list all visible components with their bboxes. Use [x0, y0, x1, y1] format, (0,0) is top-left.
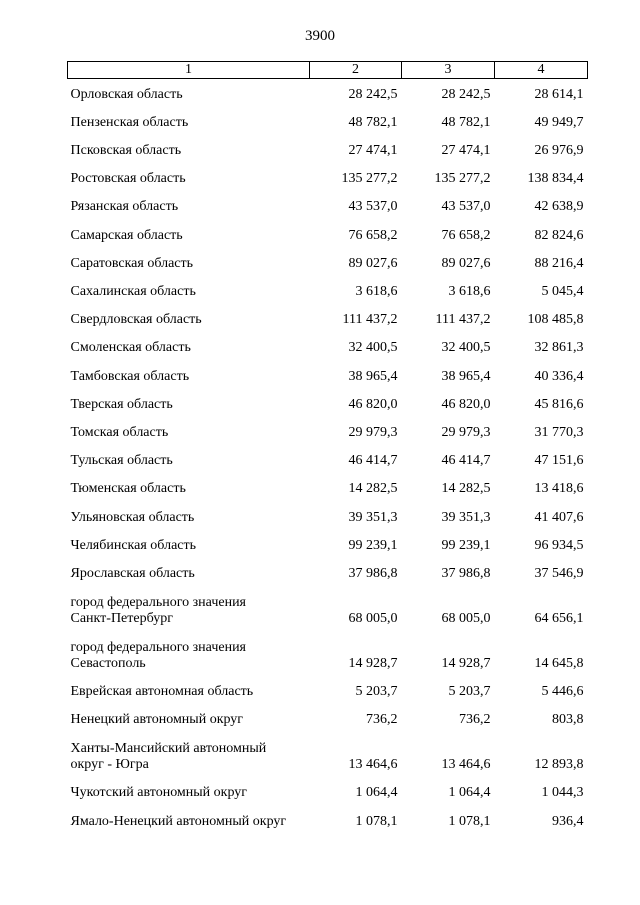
region-name: Смоленская область: [70, 340, 191, 356]
value-col-4: 42 638,9: [534, 199, 584, 215]
value-col-4: 41 407,6: [534, 509, 584, 525]
table-row: [68, 332, 588, 360]
value-col-3: 37 986,8: [441, 565, 491, 581]
value-col-4: 12 893,8: [534, 757, 584, 773]
value-col-2: 5 203,7: [355, 684, 398, 700]
column-header-4: 4: [495, 62, 588, 79]
region-name: Ненецкий автономный округ: [70, 712, 244, 728]
value-col-3: 29 979,3: [441, 424, 491, 440]
region-name: Свердловская область: [70, 312, 202, 328]
region-name: Орловская область: [70, 86, 183, 102]
column-header-3: 3: [402, 62, 495, 79]
value-col-3: 89 027,6: [441, 255, 491, 271]
value-col-4: 45 816,6: [534, 396, 584, 412]
table-row: [68, 445, 588, 473]
value-col-4: 82 824,6: [534, 227, 584, 243]
region-name: Рязанская область: [70, 199, 179, 215]
table-row: [68, 135, 588, 163]
value-col-2: 14 282,5: [348, 481, 398, 497]
value-col-3: 99 239,1: [441, 537, 491, 553]
table-row: [68, 219, 588, 247]
value-col-2: 28 242,5: [348, 86, 398, 102]
region-name: [68, 732, 310, 777]
value-col-2: 43 537,0: [348, 199, 398, 215]
table-row: [68, 304, 588, 332]
value-col-4: 13 418,6: [534, 481, 584, 497]
table-header-row: [68, 62, 588, 79]
region-name: Самарская область: [70, 227, 183, 243]
region-name-line-2: Севастополь: [70, 655, 146, 671]
region-name-line-1: город федерального значения: [70, 639, 246, 655]
value-col-2: 38 965,4: [348, 368, 398, 384]
table-row: [68, 79, 588, 107]
region-name-line-2: округ - Югра: [70, 757, 149, 773]
region-name: Пензенская область: [70, 114, 189, 130]
value-col-4: 96 934,5: [534, 537, 584, 553]
table-row: [68, 732, 588, 777]
value-col-3: 135 277,2: [434, 171, 491, 187]
table-row: [68, 276, 588, 304]
value-col-4: 32 861,3: [534, 340, 584, 356]
value-col-3: 1 064,4: [448, 785, 491, 801]
value-col-4: 49 949,7: [534, 114, 584, 130]
table-row: [68, 631, 588, 676]
value-col-4: 14 645,8: [534, 655, 584, 671]
value-col-2: 99 239,1: [348, 537, 398, 553]
value-col-3: 28 242,5: [441, 86, 491, 102]
table-row: [68, 805, 588, 833]
value-col-4: 5 045,4: [541, 284, 584, 299]
value-col-2: 3 618,6: [355, 284, 398, 299]
column-header-1: 1: [68, 62, 310, 79]
value-col-3: 3 618,6: [448, 284, 491, 299]
value-col-2: 46 414,7: [348, 453, 398, 469]
region-name: Саратовская область: [70, 255, 194, 271]
value-col-2: 1 078,1: [355, 813, 398, 829]
region-name: Тверская область: [70, 396, 173, 412]
value-col-4: 138 834,4: [527, 171, 584, 187]
value-col-2: 14 928,7: [348, 655, 398, 671]
value-col-3: 68 005,0: [441, 610, 491, 626]
value-col-2: 27 474,1: [348, 143, 398, 159]
value-col-2: 32 400,5: [348, 340, 398, 356]
table-row: [68, 501, 588, 529]
value-col-4: 26 976,9: [534, 143, 584, 159]
region-name-line-1: город федерального значения: [70, 594, 246, 610]
value-col-3: 111 437,2: [435, 312, 491, 328]
column-header-2: 2: [310, 62, 402, 79]
value-col-3: 43 537,0: [441, 199, 491, 215]
value-col-2: 89 027,6: [348, 255, 398, 271]
table-row: [68, 191, 588, 219]
value-col-4: 88 216,4: [534, 255, 584, 271]
region-name: Ульяновская область: [70, 509, 195, 525]
region-name: Тульская область: [70, 453, 173, 469]
value-col-2: 76 658,2: [348, 227, 398, 243]
value-col-3: 76 658,2: [441, 227, 491, 243]
value-col-2: 39 351,3: [348, 509, 398, 525]
value-col-3: 14 282,5: [441, 481, 491, 497]
value-col-4: 5 446,6: [541, 684, 584, 700]
table-row: [68, 360, 588, 388]
value-col-2: 68 005,0: [348, 610, 398, 626]
value-col-2: 135 277,2: [341, 171, 398, 187]
value-col-4: 40 336,4: [534, 368, 584, 384]
value-col-2: 29 979,3: [348, 424, 398, 440]
region-name: Чукотский автономный округ: [70, 785, 248, 801]
region-name: Еврейская автономная область: [70, 684, 254, 700]
region-name: Томская область: [70, 424, 169, 440]
page-number: 3900: [305, 28, 335, 44]
table-row: [68, 777, 588, 805]
region-name-line-2: Санкт-Петербург: [70, 610, 173, 626]
region-name: Псковская область: [70, 143, 182, 159]
value-col-4: 31 770,3: [534, 424, 584, 440]
value-col-4: 108 485,8: [527, 312, 584, 328]
value-col-4: 47 151,6: [534, 453, 584, 469]
value-col-3: 14 928,7: [441, 655, 491, 671]
value-col-3: 736,2: [459, 712, 491, 728]
table-row: [68, 473, 588, 501]
value-col-3: 1 078,1: [448, 813, 491, 829]
region-name: Тюменская область: [70, 481, 186, 497]
value-col-4: 936,4: [552, 813, 584, 829]
table-row: [68, 417, 588, 445]
table-row: [68, 107, 588, 135]
value-col-3: 32 400,5: [441, 340, 491, 356]
value-col-4: 803,8: [552, 712, 584, 728]
value-col-2: 1 064,4: [355, 785, 398, 801]
region-name: Сахалинская область: [70, 284, 196, 299]
value-col-4: 37 546,9: [534, 565, 584, 581]
value-col-4: 64 656,1: [534, 610, 584, 626]
region-name: Ярославская область: [70, 565, 195, 581]
value-col-3: 13 464,6: [441, 757, 491, 773]
region-name: [68, 586, 310, 631]
value-col-2: 13 464,6: [348, 757, 398, 773]
table-row: [68, 530, 588, 558]
region-name: Тамбовская область: [70, 368, 190, 384]
region-name: Челябинская область: [70, 537, 196, 553]
value-col-3: 46 820,0: [441, 396, 491, 412]
table-row: [68, 586, 588, 631]
table-row: [68, 163, 588, 191]
value-col-3: 5 203,7: [448, 684, 491, 700]
table-row: [68, 704, 588, 732]
value-col-2: 111 437,2: [342, 312, 398, 328]
value-col-4: 1 044,3: [541, 785, 584, 801]
value-col-4: 28 614,1: [534, 86, 584, 102]
data-table: [67, 61, 588, 834]
value-col-3: 38 965,4: [441, 368, 491, 384]
region-name: Ростовская область: [70, 171, 186, 187]
table-row: [68, 558, 588, 586]
table-row: [68, 676, 588, 704]
table-row: [68, 389, 588, 417]
value-col-3: 39 351,3: [441, 509, 491, 525]
region-name: Ямало-Ненецкий автономный округ: [70, 813, 287, 829]
table-row: [68, 248, 588, 276]
value-col-2: 37 986,8: [348, 565, 398, 581]
value-col-2: 46 820,0: [348, 396, 398, 412]
region-name-line-1: Ханты-Мансийский автономный: [70, 741, 267, 757]
value-col-2: 48 782,1: [348, 114, 398, 130]
value-col-3: 48 782,1: [441, 114, 491, 130]
region-name: [68, 631, 310, 676]
value-col-3: 27 474,1: [441, 143, 491, 159]
value-col-2: 736,2: [366, 712, 398, 728]
value-col-3: 46 414,7: [441, 453, 491, 469]
